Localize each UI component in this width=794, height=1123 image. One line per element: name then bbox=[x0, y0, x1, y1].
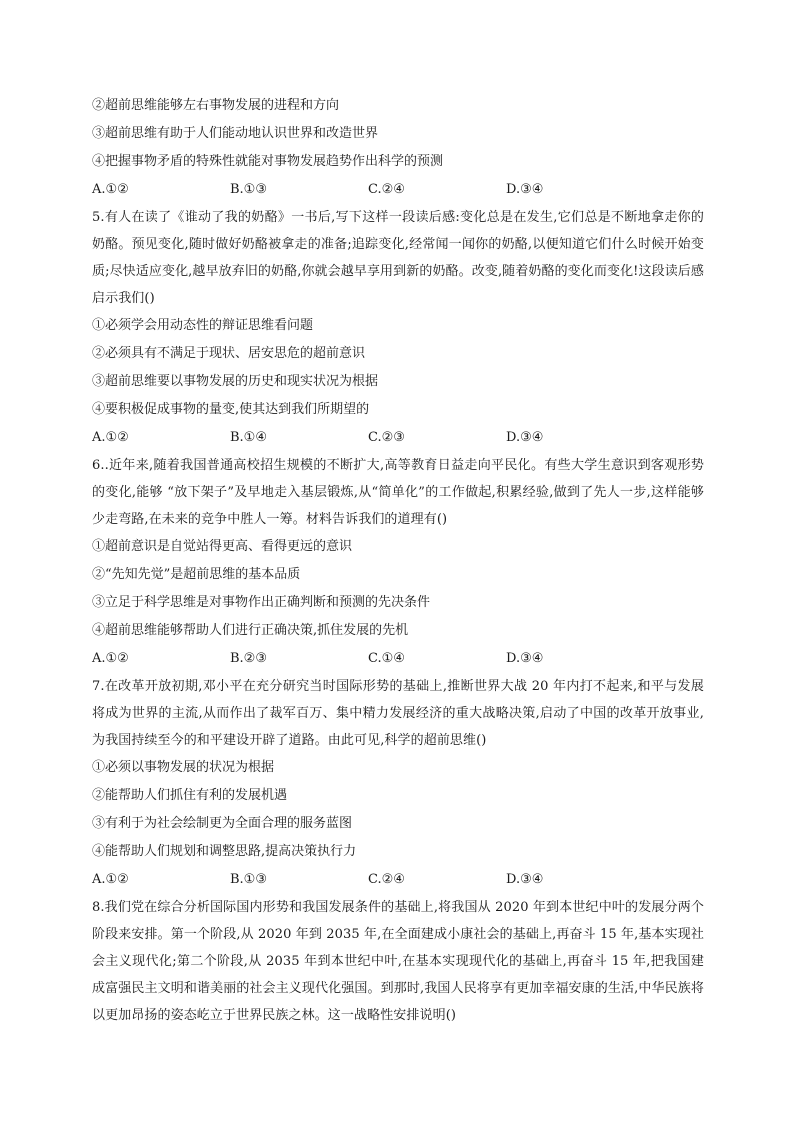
question-5 bbox=[92, 204, 704, 452]
choice-c: C.②④ bbox=[368, 182, 405, 197]
answer-statement: ④能帮助人们规划和调整思路,提高决策执行力 bbox=[92, 844, 357, 859]
choice-d: D.③④ bbox=[506, 182, 544, 197]
answer-statement: ②能帮助人们抓住有利的发展机遇 bbox=[92, 788, 288, 803]
choice-b: B.①③ bbox=[230, 182, 267, 197]
answer-statement: ④超前思维能够帮助人们进行正确决策,抓住发展的先机 bbox=[92, 623, 409, 638]
choice-b: B.②③ bbox=[230, 651, 267, 666]
choice-options bbox=[92, 645, 704, 673]
answer-statement: ①超前意识是自觉站得更高、看得更远的意识 bbox=[92, 539, 353, 554]
choice-options bbox=[92, 866, 704, 894]
answer-statement: ③超前思维有助于人们能动地认识世界和改造世界 bbox=[92, 126, 379, 141]
choice-options bbox=[92, 176, 704, 204]
answer-statement: ①必须学会用动态性的辩证思维看问题 bbox=[92, 318, 314, 333]
answer-statement: ①必须以事物发展的状况为根据 bbox=[92, 760, 275, 775]
question-stem: 5.有人在读了《谁动了我的奶酪》一书后,写下这样一段读后感:变化总是在发生,它们总是不断地拿走你的奶酪。预见变化,随时做好奶酪被拿走的准备;追踪变化,经常闻一闻你的奶酪,以便知道它们什么时候开始变质;尽快适应变化,越早放弃旧的奶酪,你就会越早享用到新的奶酪。改变,随着奶酪的变化而变化!这段读后感启示我们() bbox=[92, 210, 705, 306]
choice-b: B.①③ bbox=[230, 872, 267, 887]
question-6 bbox=[92, 452, 704, 673]
choice-a: A.①② bbox=[92, 651, 129, 666]
answer-statement: ④把握事物矛盾的特殊性就能对事物发展趋势作出科学的预测 bbox=[92, 154, 444, 169]
choice-c: C.②④ bbox=[368, 872, 405, 887]
choice-d: D.③④ bbox=[506, 872, 544, 887]
answer-statement: ③立足于科学思维是对事物作出正确判断和预测的先决条件 bbox=[92, 595, 431, 610]
choice-d: D.③④ bbox=[506, 651, 544, 666]
choice-d: D.③④ bbox=[506, 430, 544, 445]
choice-options bbox=[92, 424, 704, 452]
choice-c: C.①④ bbox=[368, 651, 405, 666]
question-stem: 6..近年来,随着我国普通高校招生规模的不断扩大,高等教育日益走向平民化。有些大学生意识到客观形势的变化,能够 “放下架子”及早地走入基层锻炼,从“简单化”的工作做起,积累经验,做到了先人一步,这样能够少走弯路,在未来的竞争中胜人一筹。材料告诉我们的道理有() bbox=[92, 458, 704, 527]
question-7 bbox=[92, 673, 704, 894]
question-4-tail bbox=[92, 92, 704, 204]
question-8 bbox=[92, 894, 704, 1029]
document-page bbox=[92, 92, 704, 1029]
answer-statement: ②必须具有不满足于现状、居安思危的超前意识 bbox=[92, 346, 366, 361]
question-stem: 8.我们党在综合分析国际国内形势和我国发展条件的基础上,将我国从 2020 年到本世纪中叶的发展分两个阶段来安排。第一个阶段,从 2020 年到 2035 年,在全面建成小康社会的基础上,再奋斗 15 年,基本实现社会主义现代化;第二个阶段,从 2035 年到本世纪中叶,在基本实现现代化的基础上,再奋斗 15 年,把我国建成富强民主文明和谐美丽的社会主义现代化强国。到那时,我国人民将享有更加幸福安康的生活,中华民族将以更加昂扬的姿态屹立于世界民族之林。这一战略性安排说明() bbox=[92, 900, 704, 1023]
question-stem: 7.在改革开放初期,邓小平在充分研究当时国际形势的基础上,推断世界大战 20 年内打不起来,和平与发展将成为世界的主流,从而作出了裁军百万、集中精力发展经济的重大战略决策,启动了中国的改革开放事业,为我国持续至今的和平建设开辟了道路。由此可见,科学的超前思维() bbox=[92, 679, 704, 748]
choice-a: A.①② bbox=[92, 182, 129, 197]
answer-statement: ③超前思维要以事物发展的历史和现实状况为根据 bbox=[92, 374, 379, 389]
choice-a: A.①② bbox=[92, 430, 129, 445]
answer-statement: ④要积极促成事物的量变,使其达到我们所期望的 bbox=[92, 402, 370, 417]
answer-statement: ②“先知先觉”是超前思维的基本品质 bbox=[92, 567, 301, 582]
choice-c: C.②③ bbox=[368, 430, 405, 445]
choice-b: B.①④ bbox=[230, 430, 267, 445]
answer-statement: ②超前思维能够左右事物发展的进程和方向 bbox=[92, 98, 340, 113]
choice-a: A.①② bbox=[92, 872, 129, 887]
answer-statement: ③有利于为社会绘制更为全面合理的服务蓝图 bbox=[92, 816, 353, 831]
